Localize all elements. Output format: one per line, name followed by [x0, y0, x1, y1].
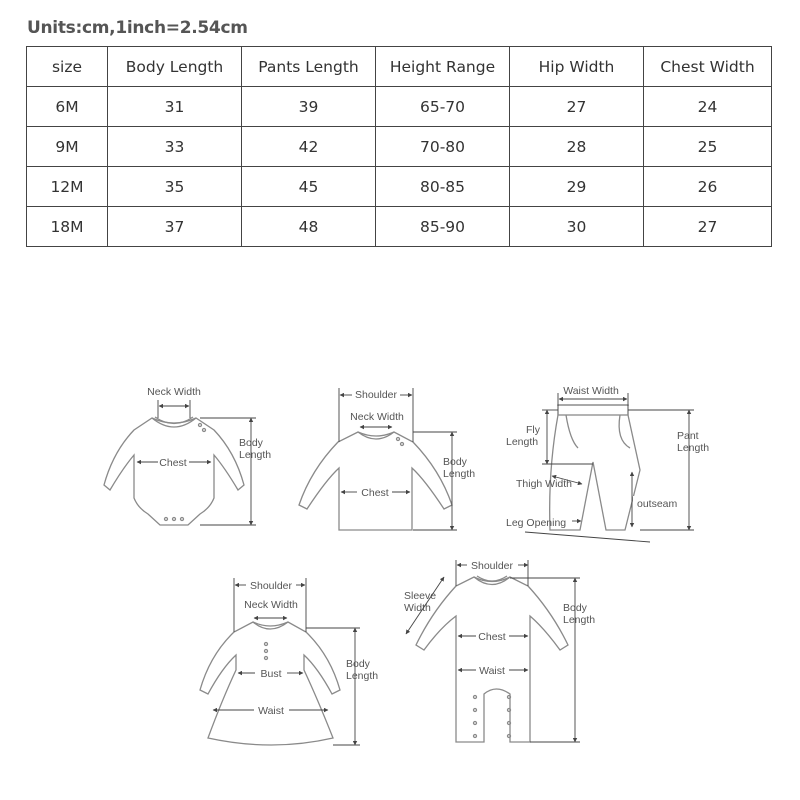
neck-width-label: Neck Width	[147, 386, 201, 398]
table-cell: 39	[242, 87, 376, 127]
table-row	[27, 87, 772, 127]
table-cell: 24	[644, 87, 772, 127]
bodysuit-diagram	[104, 386, 271, 525]
waist-width-label: Waist Width	[563, 385, 619, 397]
chest-label: Chest	[159, 457, 187, 469]
pants-outline	[550, 405, 640, 530]
table-row	[27, 127, 772, 167]
body-length-label: Body	[563, 602, 587, 614]
table-cell: 65-70	[376, 87, 510, 127]
thigh-width-label: Thigh Width	[516, 478, 573, 490]
shoulder-label: Shoulder	[354, 389, 398, 401]
shoulder-label: Shoulder	[249, 580, 293, 592]
bodysuit-outline	[104, 418, 244, 525]
body-length-label: Length	[443, 468, 476, 480]
table-cell: 29	[510, 167, 644, 207]
table-cell: 12M	[27, 167, 108, 207]
leg-opening-label: Leg Opening	[506, 517, 567, 529]
waist-label: Waist	[258, 705, 284, 717]
table-cell: 18M	[27, 207, 108, 247]
units-note: Units:cm,1inch=2.54cm	[27, 18, 248, 38]
top-diagram	[299, 388, 475, 530]
table-cell: 25	[644, 127, 772, 167]
header-cell: Height Range	[376, 47, 510, 87]
dress-diagram	[200, 578, 378, 745]
chest-label: Chest	[361, 487, 389, 499]
fly-length-label: Fly	[526, 424, 540, 436]
table-cell: 27	[644, 207, 772, 247]
table-cell: 6M	[27, 87, 108, 127]
header-cell: size	[27, 47, 108, 87]
table-cell: 27	[510, 87, 644, 127]
pants-diagram	[506, 385, 709, 542]
size-chart-table	[26, 46, 772, 247]
neck-width-label: Neck Width	[244, 599, 298, 611]
shoulder-label: Shoulder	[470, 560, 514, 572]
table-cell: 28	[510, 127, 644, 167]
header-cell: Body Length	[108, 47, 242, 87]
body-length-label: Length	[346, 670, 379, 682]
table-cell: 9M	[27, 127, 108, 167]
romper-outline	[416, 577, 568, 742]
dress-outline	[200, 622, 340, 745]
table-cell: 70-80	[376, 127, 510, 167]
waist-label: Waist	[479, 665, 505, 677]
neck-width-label: Neck Width	[350, 411, 404, 423]
table-cell: 85-90	[376, 207, 510, 247]
top-outline	[299, 432, 452, 530]
body-length-label: Length	[563, 614, 596, 626]
sleeve-width-label: Sleeve	[404, 590, 437, 602]
outseam-label: outseam	[637, 498, 678, 510]
table-cell: 48	[242, 207, 376, 247]
table-cell: 30	[510, 207, 644, 247]
body-length-label: Body	[346, 658, 370, 670]
table-cell: 80-85	[376, 167, 510, 207]
pant-length-label: Length	[677, 442, 710, 454]
header-cell: Chest Width	[644, 47, 772, 87]
table-cell: 45	[242, 167, 376, 207]
table-cell: 26	[644, 167, 772, 207]
romper-diagram	[404, 560, 595, 742]
garment-measurement-diagrams	[0, 370, 800, 770]
table-row	[27, 167, 772, 207]
sleeve-width-label: Width	[404, 602, 431, 614]
bust-label: Bust	[260, 668, 282, 680]
chest-label: Chest	[478, 631, 506, 643]
fly-length-label: Length	[506, 436, 539, 448]
table-cell: 31	[108, 87, 242, 127]
table-cell: 42	[242, 127, 376, 167]
table-cell: 33	[108, 127, 242, 167]
table-cell: 35	[108, 167, 242, 207]
header-cell: Hip Width	[510, 47, 644, 87]
header-cell: Pants Length	[242, 47, 376, 87]
body-length-label: Length	[239, 449, 272, 461]
body-length-label: Body	[443, 456, 467, 468]
table-row	[27, 207, 772, 247]
table-cell: 37	[108, 207, 242, 247]
table-header-row	[27, 47, 772, 87]
body-length-label: Body	[239, 437, 263, 449]
pant-length-label: Pant	[677, 430, 699, 442]
